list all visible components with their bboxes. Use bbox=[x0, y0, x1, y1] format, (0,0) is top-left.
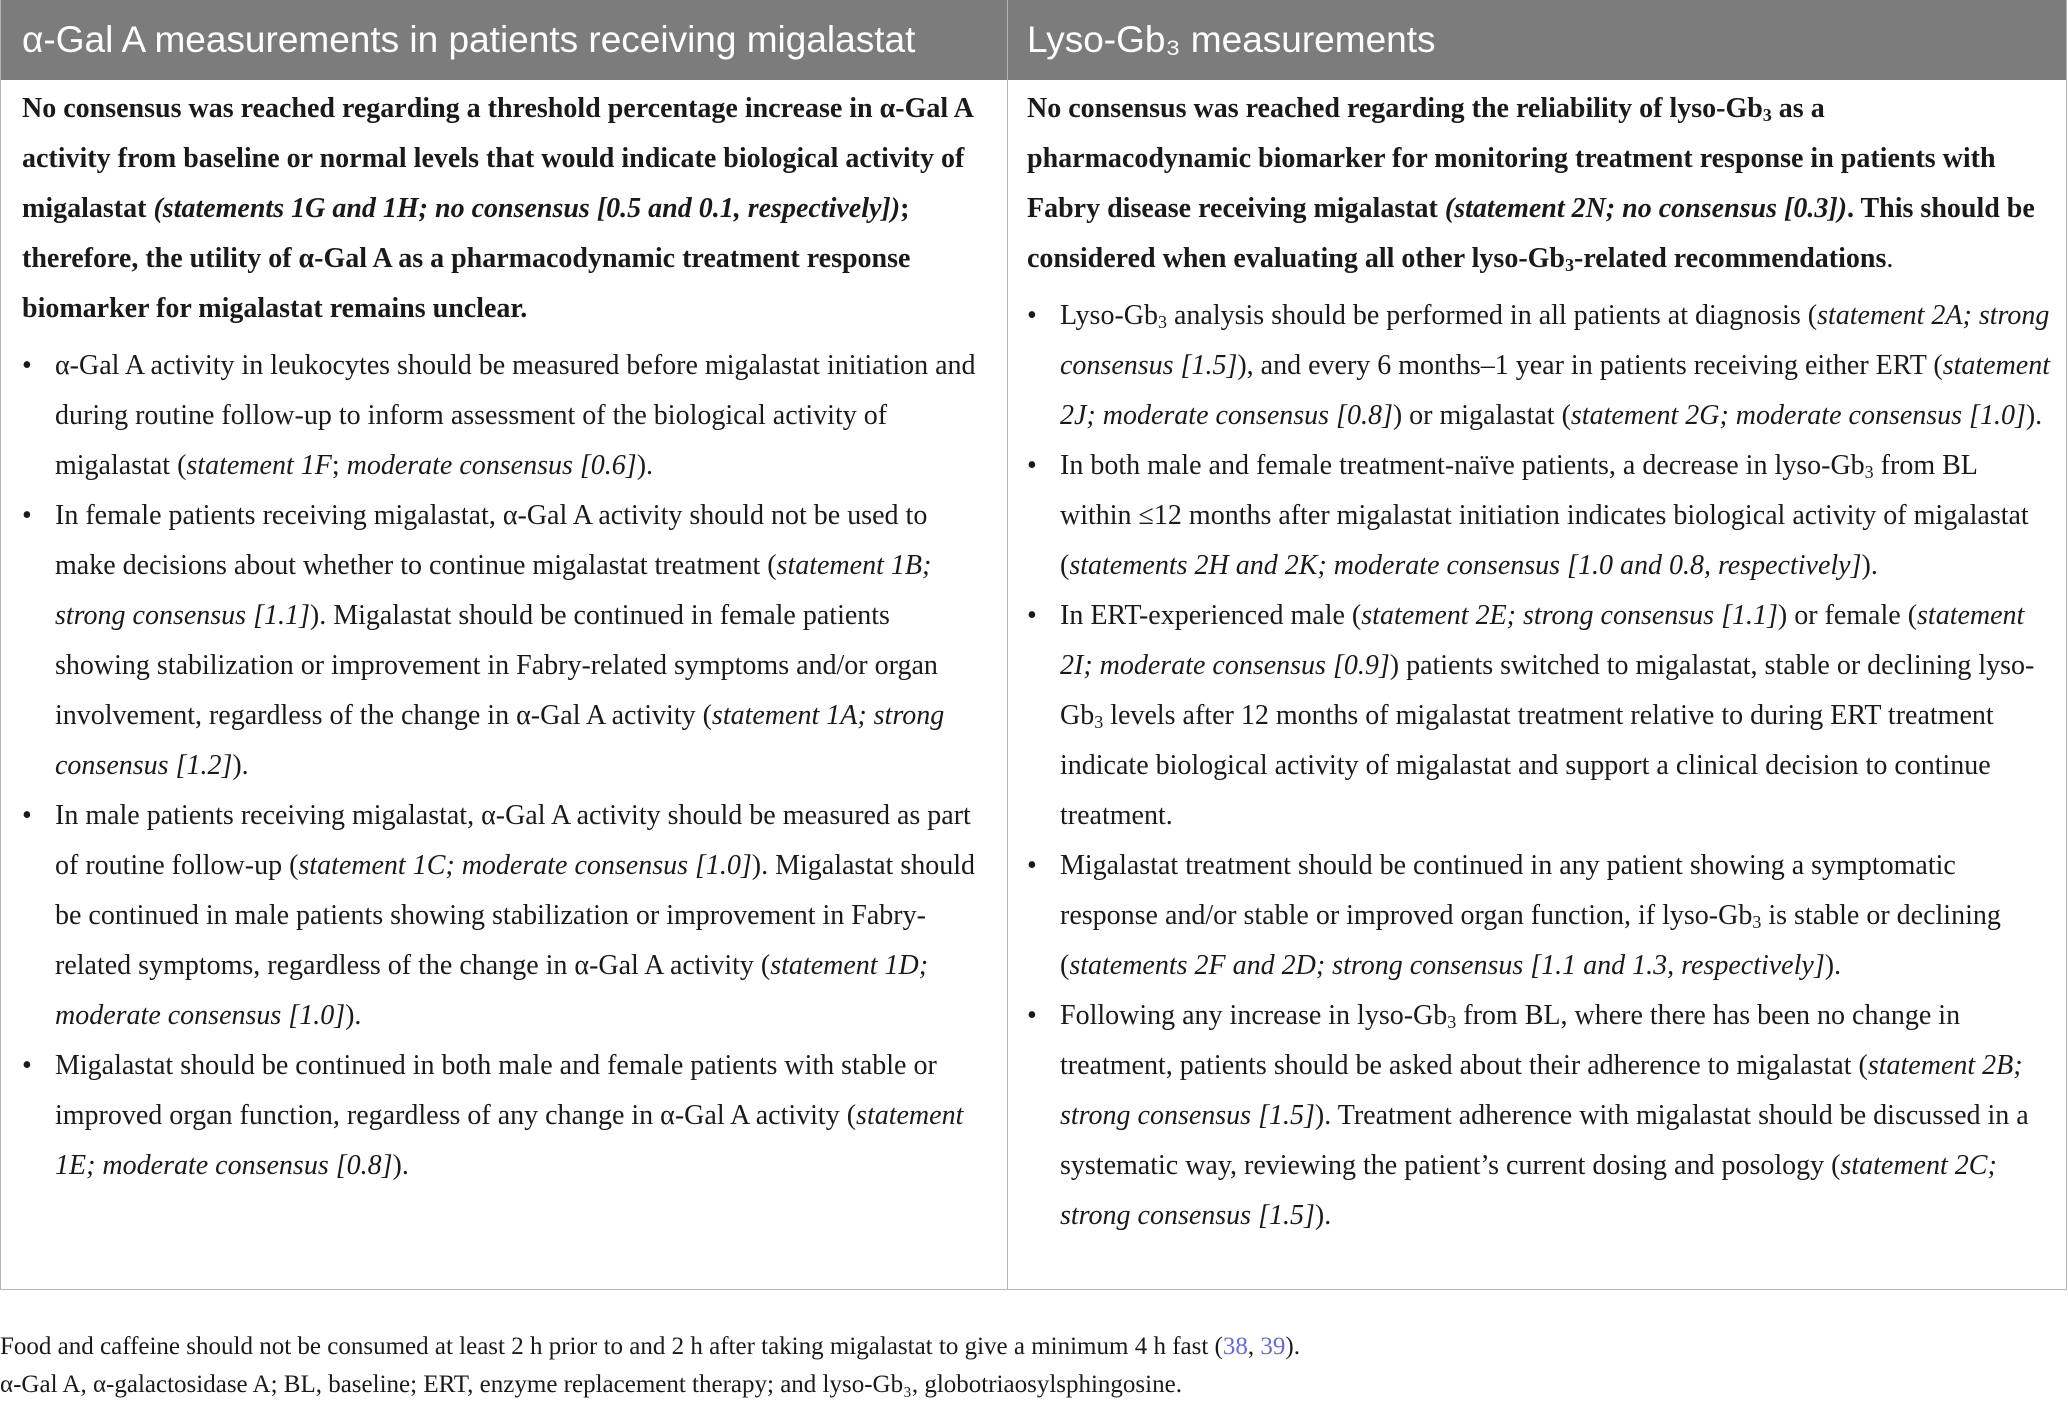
list-item: • In ERT-experienced male (statement 2E; strong consensus [1.1]) or female (statement 2I; moderate consensus [0.9]) patients switched to migalastat, stable or declining lyso-$Gb_3$ levels after 12 months of migalastat treatment relative to during ERT treatment indicate biological activity of migalastat and support a clinical decision to continue treatment. bbox=[1027, 591, 2051, 841]
lyso-gb3-column bbox=[1027, 81, 2051, 1241]
table-footnotes bbox=[0, 1328, 2060, 1404]
list-item: • In male patients receiving migalastat, α-Gal A activity should be measured as part of routine follow-up (statement 1C; moderate consensus [1.0]). Migalastat should be continued in male patients showing stabilization or improvement in Fabry-related symptoms, regardless of the change in α-Gal A activity (statement 1D; moderate consensus [1.0]). bbox=[22, 791, 990, 1041]
list-item: • Following any increase in lyso-$Gb_3$ from BL, where there has been no change in treatment, patients should be asked about their adherence to migalastat (statement 2B; strong consensus [1.5]). Treatment adherence with migalastat should be discussed in a systematic way, reviewing the patient’s current dosing and posology (statement 2C; strong consensus [1.5]). bbox=[1027, 991, 2051, 1241]
column-divider bbox=[1007, 0, 1008, 1290]
reference-link-39[interactable]: 39 bbox=[1260, 1333, 1286, 1360]
header-lyso-gb3: Lyso-Gb₃ measurements bbox=[1027, 19, 1436, 60]
list-item: • In female patients receiving migalastat, α-Gal A activity should not be used to make decisions about whether to continue migalastat treatment (statement 1B; strong consensus [1.1]). Migalastat should be continued in female patients showing stabilization or improvement in Fabry-related symptoms and/or organ involvement, regardless of the change in α-Gal A activity (statement 1A; strong consensus [1.2]). bbox=[22, 491, 990, 791]
reference-link-38[interactable]: 38 bbox=[1222, 1333, 1248, 1360]
list-item: • α-Gal A activity in leukocytes should be measured before migalastat initiation and during routine follow-up to inform assessment of the biological activity of migalastat (statement 1F; moderate consensus [0.6]). bbox=[22, 341, 990, 491]
table-header bbox=[1, 0, 2066, 80]
list-item: • Lyso-$Gb_3$ analysis should be performed in all patients at diagnosis (statement 2A; strong consensus [1.5]), and every 6 months–1 year in patients receiving either ERT (statement 2J; moderate consensus [0.8]) or migalastat (statement 2G; moderate consensus [1.0]). bbox=[1027, 291, 2051, 441]
list-item: • Migalastat should be continued in both male and female patients with stable or improved organ function, regardless of any change in α-Gal A activity (statement 1E; moderate consensus [0.8]). bbox=[22, 1041, 990, 1191]
alpha-gal-column bbox=[22, 81, 990, 1191]
lyso-gb3-list bbox=[1027, 291, 2051, 1241]
footnote-abbreviations: α-Gal A, α-galactosidase A; BL, baseline; ERT, enzyme replacement therapy; and lyso-Gb₃, globotriaosylsphingosine. bbox=[0, 1371, 1182, 1398]
list-item: • Migalastat treatment should be continued in any patient showing a symptomatic response and/or stable or improved organ function, if lyso-$Gb_3$ is stable or declining (statements 2F and 2D; strong consensus [1.1 and 1.3, respectively]). bbox=[1027, 841, 2051, 991]
header-alpha-gal: α-Gal A measurements in patients receiving migalastat bbox=[22, 19, 916, 60]
footnote-fasting: Food and caffeine should not be consumed at least 2 h prior to and 2 h after taking migalastat to give a minimum 4 h fast (38, 39). bbox=[0, 1333, 1300, 1360]
alpha-gal-lead: No consensus was reached regarding a threshold percentage increase in α-Gal A activity from baseline or normal levels that would indicate biological activity of migalastat (statements 1G and 1H; no consensus [0.5 and 0.1, respectively]); therefore, the utility of α-Gal A as a pharmacodynamic treatment response biomarker for migalastat remains unclear. bbox=[22, 93, 973, 324]
lyso-gb3-lead: No consensus was reached regarding the reliability of lyso-$Gb_3$ as a pharmacodynamic biomarker for monitoring treatment response in patients with Fabry disease receiving migalastat (statement 2N; no consensus [0.3]). This should be considered when evaluating all other lyso-$Gb_3$-related recommendations. bbox=[1027, 93, 2035, 275]
list-item: • In both male and female treatment-naïve patients, a decrease in lyso-$Gb_3$ from BL within ≤12 months after migalastat initiation indicates biological activity of migalastat (statements 2H and 2K; moderate consensus [1.0 and 0.8, respectively]). bbox=[1027, 441, 2051, 591]
alpha-gal-list bbox=[22, 341, 990, 1191]
